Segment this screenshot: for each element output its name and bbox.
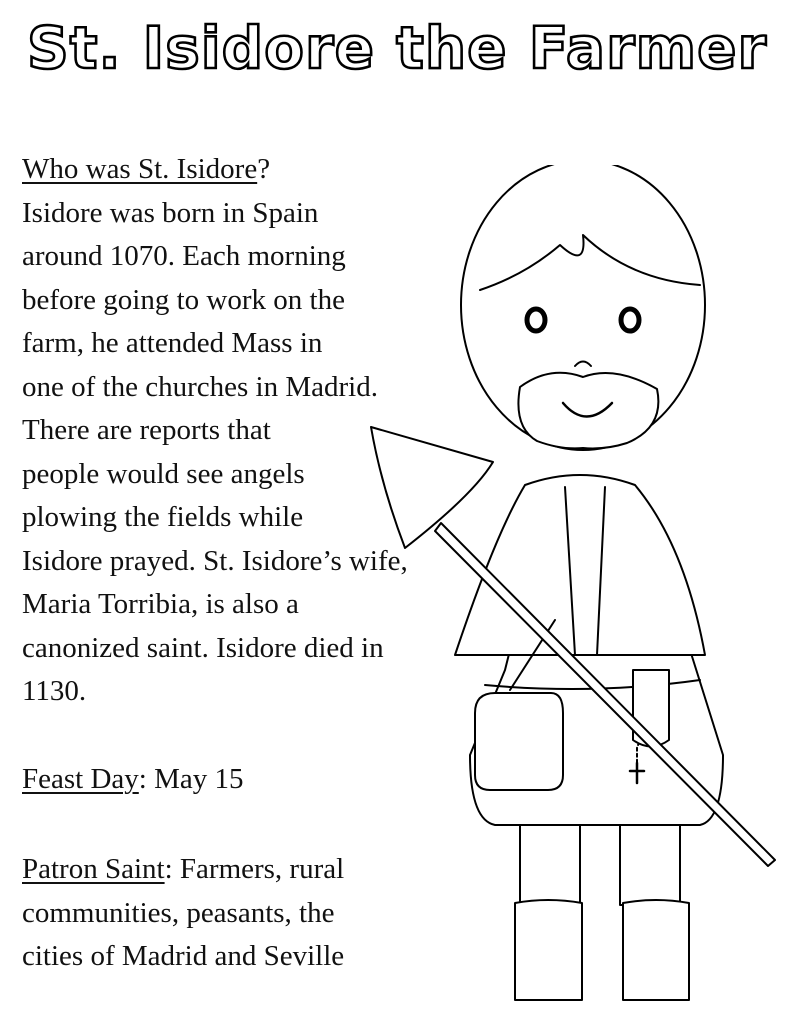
right-boot-icon xyxy=(623,900,689,1000)
shovel-blade xyxy=(371,427,493,548)
patron-line: cities of Madrid and Seville xyxy=(22,940,345,972)
intro-line: Isidore was born in Spain xyxy=(22,196,319,229)
intro-line: farm, he attended Mass in xyxy=(22,327,323,359)
feast-day-sep: : xyxy=(138,763,155,795)
intro-line: people would see angels xyxy=(22,457,305,490)
patron-saint-sep: : xyxy=(164,853,180,885)
left-eye-icon xyxy=(527,309,545,331)
page-title: St. Isidore the Farmer xyxy=(26,14,768,82)
intro-line: one of the churches in Madrid. xyxy=(22,370,378,403)
st-isidore-illustration xyxy=(365,165,785,1015)
feast-day-label: Feast Day xyxy=(22,763,139,795)
intro-line: Isidore prayed. St. Isidore’s wife, xyxy=(22,544,408,577)
intro-line: before going to work on the xyxy=(22,283,345,316)
patron-saint-label: Patron Saint xyxy=(22,853,165,885)
intro-heading-punct: ? xyxy=(257,153,271,185)
right-eye-icon xyxy=(621,309,639,331)
intro-heading: Who was St. Isidore xyxy=(22,153,258,185)
intro-line: Maria Torribia, is also a xyxy=(22,588,299,620)
intro-line: plowing the fields while xyxy=(22,501,304,533)
patron-saint-value: Farmers, rural xyxy=(179,853,345,885)
feast-day-value: May 15 xyxy=(154,763,244,795)
patron-line: communities, peasants, the xyxy=(22,896,335,929)
intro-line: 1130. xyxy=(22,675,87,707)
cape xyxy=(455,475,705,655)
left-boot-icon xyxy=(515,900,582,1000)
intro-line: around 1070. Each morning xyxy=(22,240,346,272)
intro-line: canonized saint. Isidore died in xyxy=(22,631,384,664)
pouch-icon xyxy=(475,693,563,790)
beard xyxy=(518,373,658,449)
intro-line: There are reports that xyxy=(22,414,271,446)
